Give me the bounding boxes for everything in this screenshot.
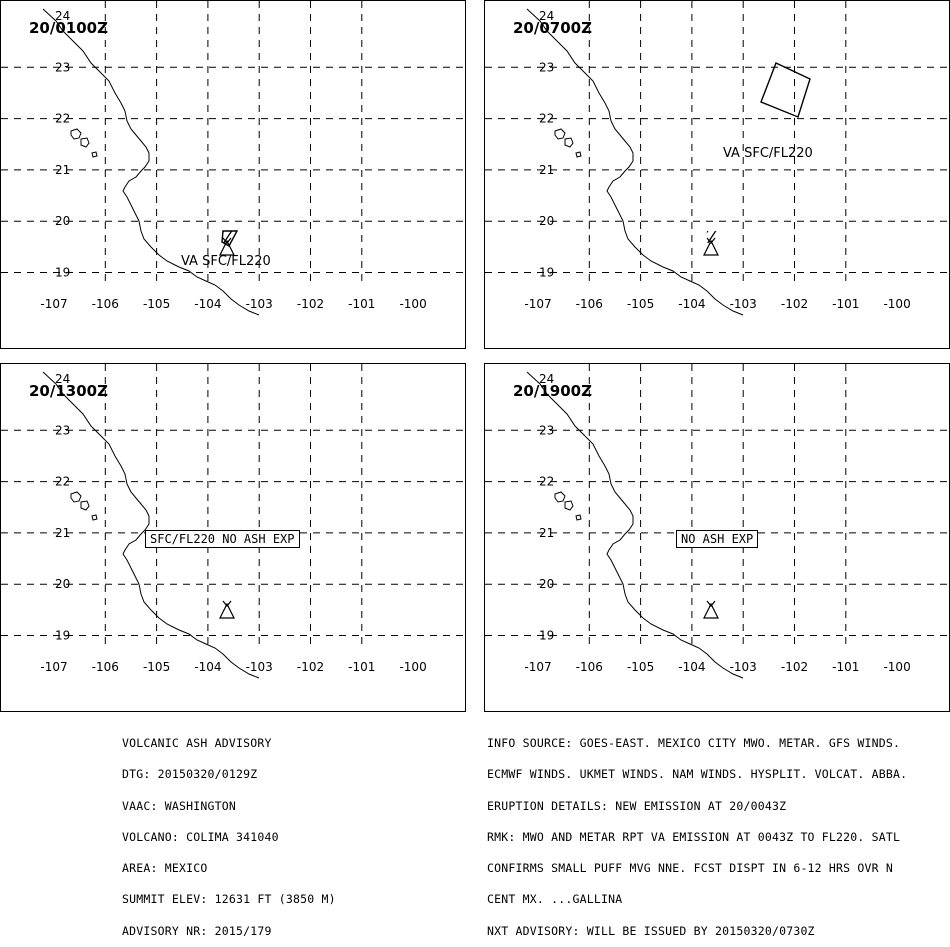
advisory-right-line: NXT ADVISORY: WILL BE ISSUED BY 20150320/0730Z xyxy=(487,923,815,938)
island xyxy=(71,492,81,502)
map-panel-2 xyxy=(484,0,950,349)
advisory-left-line: DTG: 20150320/0129Z xyxy=(122,767,258,782)
hatch-line xyxy=(485,1,613,301)
lat-tick-label: 19 xyxy=(55,628,71,643)
advisory-right-line: INFO SOURCE: GOES-EAST. MEXICO CITY MWO. METAR. GFS WINDS. xyxy=(487,736,901,750)
advisory-left-line: VOLCANIC ASH ADVISORY xyxy=(122,736,272,750)
hatch-line xyxy=(1,1,97,301)
island xyxy=(92,152,97,157)
advisory-right-line: RMK: MWO AND METAR RPT VA EMISSION AT 0043Z TO FL220. SATL xyxy=(487,829,901,844)
hatch-line xyxy=(877,1,950,301)
advisory-right xyxy=(487,717,907,947)
lon-tick-label: -106 xyxy=(91,660,119,674)
lon-tick-label: -104 xyxy=(678,297,706,311)
hatch-line xyxy=(1,1,113,301)
hatch-line xyxy=(501,1,701,301)
lat-tick-label: 24 xyxy=(539,9,555,23)
lon-tick-label: -100 xyxy=(399,660,427,674)
volcano-icon xyxy=(704,238,718,255)
hatch-line xyxy=(265,1,465,301)
advisory-right-line: ECMWF WINDS. UKMET WINDS. NAM WINDS. HYSPLIT. VOLCAT. ABBA. xyxy=(487,767,908,782)
coastline xyxy=(527,9,743,315)
hatch-line xyxy=(1,1,137,301)
map-panel-4 xyxy=(484,363,950,712)
lon-tick-label: -103 xyxy=(245,297,273,311)
lat-tick-label: 24 xyxy=(55,372,71,386)
hatch-line xyxy=(485,1,517,301)
hatch-line xyxy=(1,1,201,301)
hatch-line xyxy=(853,1,950,301)
lat-tick-label: 20 xyxy=(539,577,555,592)
hatch-line xyxy=(485,1,549,301)
lat-tick-label: 24 xyxy=(55,9,71,23)
lat-tick-label: 19 xyxy=(539,628,555,643)
island xyxy=(555,492,565,502)
hatch-line xyxy=(377,1,467,301)
hatch-line xyxy=(1,1,89,301)
hatch-line xyxy=(281,1,467,301)
lon-tick-label: -101 xyxy=(832,297,860,311)
hatch-line xyxy=(1,1,57,301)
hatch-line xyxy=(821,1,950,301)
lon-tick-label: -107 xyxy=(40,660,68,674)
lat-tick-label: 23 xyxy=(539,60,555,75)
hatch-line xyxy=(485,1,565,301)
hatch-line xyxy=(485,1,541,301)
lon-tick-label: -103 xyxy=(245,660,273,674)
hatch-line xyxy=(249,1,449,301)
map-svg-1 xyxy=(1,1,467,350)
hatch-line xyxy=(369,1,467,301)
hatch-line xyxy=(393,1,467,301)
hatch-line xyxy=(273,1,467,301)
hatch-line xyxy=(829,1,950,301)
lon-tick-label: -106 xyxy=(91,297,119,311)
hatch-line xyxy=(313,1,467,301)
lon-tick-label: -105 xyxy=(142,297,171,311)
hatch-line xyxy=(485,1,557,301)
hatch-line xyxy=(1,1,153,301)
hatch-line xyxy=(1,1,41,301)
lon-tick-label: -104 xyxy=(194,297,222,311)
coastline xyxy=(43,372,259,678)
hatch-line xyxy=(1,1,145,301)
hatch-line xyxy=(1,1,17,301)
lat-tick-label: 21 xyxy=(539,162,555,177)
lat-tick-label: 20 xyxy=(55,214,71,229)
panel-time-1: 20/0100Z xyxy=(29,19,108,37)
advisory-left-line: VAAC: WASHINGTON xyxy=(122,798,236,813)
lon-tick-label: -107 xyxy=(524,660,552,674)
advisory-left xyxy=(122,717,336,947)
hatch-line xyxy=(1,1,177,301)
advisory-right-line: CENT MX. ...GALLINA xyxy=(487,892,623,907)
hatch-line xyxy=(517,1,717,301)
advisory-right-line: CONFIRMS SMALL PUFF MVG NNE. FCST DISPT IN 6-12 HRS OVR N xyxy=(487,861,894,876)
lon-tick-label: -105 xyxy=(626,660,655,674)
hatch-line xyxy=(485,1,661,301)
hatch-line xyxy=(485,1,629,301)
hatch-line xyxy=(297,1,467,301)
hatch-line xyxy=(305,1,467,301)
hatch-line xyxy=(549,1,749,301)
hatch-line xyxy=(485,1,581,301)
no-ash-label-3: SFC/FL220 NO ASH EXP xyxy=(145,530,300,548)
hatch-line xyxy=(485,1,589,301)
lat-tick-label: 23 xyxy=(539,423,555,438)
coastline xyxy=(43,9,259,315)
hatch-line xyxy=(485,1,645,301)
hatch-line xyxy=(525,1,725,301)
lon-tick-label: -101 xyxy=(348,297,376,311)
map-panel-3 xyxy=(0,363,466,712)
hatch-line xyxy=(861,1,950,301)
hatch-line xyxy=(1,1,121,301)
lon-tick-label: -102 xyxy=(780,660,809,674)
hatch-line xyxy=(329,1,467,301)
hatch-line xyxy=(485,1,525,301)
lat-tick-label: 20 xyxy=(539,214,555,229)
island xyxy=(81,501,89,510)
hatch-line xyxy=(485,1,677,301)
hatch-line xyxy=(1,1,161,301)
hatch-line xyxy=(485,1,493,301)
advisory-left-line: SUMMIT ELEV: 12631 FT (3850 M) xyxy=(122,892,336,907)
hatch-line xyxy=(485,1,669,301)
lat-tick-label: 23 xyxy=(55,423,71,438)
lat-tick-label: 19 xyxy=(55,265,71,280)
lon-tick-label: -104 xyxy=(194,660,222,674)
island xyxy=(555,129,565,139)
lon-tick-label: -103 xyxy=(729,297,757,311)
hatch-line xyxy=(485,1,509,301)
hatch-line xyxy=(1,1,185,301)
hatch-line xyxy=(1,1,73,301)
lon-tick-label: -100 xyxy=(399,297,427,311)
hatch-line xyxy=(321,1,467,301)
lat-tick-label: 19 xyxy=(539,265,555,280)
hatch-line xyxy=(1,1,65,301)
hatch-line xyxy=(493,1,693,301)
island xyxy=(71,129,81,139)
hatch-line xyxy=(1,1,81,301)
island xyxy=(565,501,573,510)
lon-tick-label: -102 xyxy=(296,660,325,674)
hatch-line xyxy=(337,1,467,301)
lon-tick-label: -100 xyxy=(883,660,911,674)
lat-tick-label: 21 xyxy=(55,162,71,177)
ash-area-polygon-lines xyxy=(485,1,950,301)
lon-tick-label: -104 xyxy=(678,660,706,674)
map-svg-2 xyxy=(485,1,950,350)
hatch-line xyxy=(485,1,653,301)
coastline xyxy=(527,372,743,678)
lat-tick-label: 24 xyxy=(539,372,555,386)
island xyxy=(576,152,581,157)
volcano-icon xyxy=(220,601,234,618)
hatch-line xyxy=(869,1,950,301)
island xyxy=(92,515,97,520)
advisory-left-line: VOLCANO: COLIMA 341040 xyxy=(122,829,279,844)
hatch-line xyxy=(485,1,685,301)
lon-tick-label: -100 xyxy=(883,297,911,311)
panel-time-4: 20/1900Z xyxy=(513,382,592,400)
hatch-line xyxy=(257,1,457,301)
ash-label: VA SFC/FL220 xyxy=(181,254,271,269)
lat-tick-label: 23 xyxy=(55,60,71,75)
hatch-line xyxy=(1,1,169,301)
lon-tick-label: -105 xyxy=(626,297,655,311)
hatch-line xyxy=(797,1,950,301)
panel-time-3: 20/1300Z xyxy=(29,382,108,400)
hatch-line xyxy=(353,1,467,301)
hatch-line xyxy=(805,1,950,301)
lon-tick-label: -105 xyxy=(142,660,171,674)
hatch-line xyxy=(509,1,709,301)
hatch-line xyxy=(361,1,467,301)
advisory-left-line: AREA: MEXICO xyxy=(122,861,208,876)
lat-tick-label: 22 xyxy=(539,474,555,489)
lon-tick-label: -107 xyxy=(524,297,552,311)
lon-tick-label: -107 xyxy=(40,297,68,311)
hatch-line xyxy=(1,1,105,301)
lon-tick-label: -106 xyxy=(575,297,603,311)
hatch-line xyxy=(533,1,733,301)
hatch-line xyxy=(485,1,605,301)
hatch-line xyxy=(485,1,621,301)
lat-tick-label: 20 xyxy=(55,577,71,592)
ash-area-polygon xyxy=(761,63,810,117)
volcano-icon xyxy=(704,601,718,618)
hatch-line xyxy=(485,1,573,301)
panel-time-2: 20/0700Z xyxy=(513,19,592,37)
lon-tick-label: -102 xyxy=(296,297,325,311)
map-panel-1 xyxy=(0,0,466,349)
hatch-line xyxy=(485,1,637,301)
lat-tick-label: 22 xyxy=(55,474,71,489)
hatch-line xyxy=(289,1,467,301)
hatch-line xyxy=(485,1,533,301)
hatch-line xyxy=(1,1,25,301)
island xyxy=(576,515,581,520)
advisory-right-line: ERUPTION DETAILS: NEW EMISSION AT 20/0043Z xyxy=(487,798,787,813)
island xyxy=(565,138,573,147)
lat-tick-label: 22 xyxy=(55,111,71,126)
hatch-line xyxy=(1,1,129,301)
lat-tick-label: 22 xyxy=(539,111,555,126)
island xyxy=(81,138,89,147)
hatch-line xyxy=(485,1,597,301)
hatch-line xyxy=(789,1,950,301)
ash-label: VA SFC/FL220 xyxy=(723,146,813,161)
lon-tick-label: -106 xyxy=(575,660,603,674)
hatch-line xyxy=(837,1,950,301)
hatch-line xyxy=(345,1,467,301)
lon-tick-label: -101 xyxy=(348,660,376,674)
lon-tick-label: -101 xyxy=(832,660,860,674)
hatch-line xyxy=(1,1,9,301)
hatch-line xyxy=(385,1,467,301)
hatch-line xyxy=(1,1,193,301)
lon-tick-label: -103 xyxy=(729,660,757,674)
hatch-line xyxy=(813,1,950,301)
lon-tick-label: -102 xyxy=(780,297,809,311)
hatch-line xyxy=(845,1,950,301)
advisory-left-line: ADVISORY NR: 2015/179 xyxy=(122,923,272,938)
hatch-line xyxy=(241,1,441,301)
no-ash-label-4: NO ASH EXP xyxy=(676,530,758,548)
hatch-line xyxy=(1,1,49,301)
hatch-line xyxy=(1,1,33,301)
lat-tick-label: 21 xyxy=(55,525,71,540)
hatch-line xyxy=(485,1,501,301)
lat-tick-label: 21 xyxy=(539,525,555,540)
hatch-line xyxy=(9,1,209,301)
